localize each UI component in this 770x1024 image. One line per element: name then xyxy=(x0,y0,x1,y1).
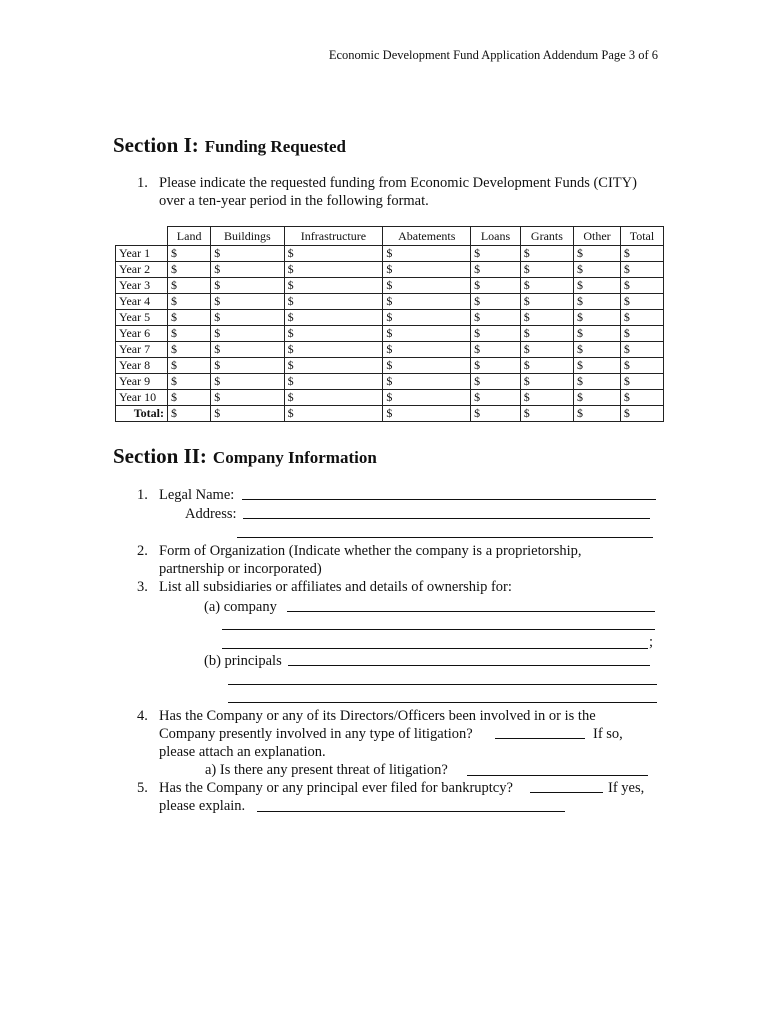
row-label: Year 5 xyxy=(116,310,168,326)
table-row-year-8 xyxy=(116,358,664,374)
amount-cell-other[interactable]: $ xyxy=(574,246,621,262)
litigation-answer-field[interactable] xyxy=(495,738,585,739)
amount-cell-other[interactable]: $ xyxy=(574,326,621,342)
amount-cell-buildings[interactable]: $ xyxy=(211,278,284,294)
column-header-land: Land xyxy=(168,227,211,246)
column-header-other: Other xyxy=(574,227,621,246)
organization-form-label-2: partnership or incorporated) xyxy=(159,561,322,577)
litigation-question-line-3: please attach an explanation. xyxy=(159,744,326,760)
amount-cell-loans[interactable]: $ xyxy=(471,278,521,294)
address-field-line-2[interactable] xyxy=(237,537,653,538)
amount-cell-loans[interactable]: $ xyxy=(471,358,521,374)
bankruptcy-answer-field[interactable] xyxy=(530,792,603,793)
table-row-year-9 xyxy=(116,374,664,390)
table-row-year-5 xyxy=(116,310,664,326)
bankruptcy-if-yes: If yes, xyxy=(608,780,645,796)
table-row-year-7 xyxy=(116,342,664,358)
amount-cell-buildings[interactable]: $ xyxy=(211,310,284,326)
section-1-prefix: Section I: xyxy=(113,133,199,157)
amount-cell-total[interactable]: $ xyxy=(620,278,663,294)
row-label: Total: xyxy=(116,406,168,422)
amount-cell-total[interactable]: $ xyxy=(620,374,663,390)
company-field-line-2[interactable] xyxy=(222,629,655,630)
amount-cell-abatements[interactable]: $ xyxy=(383,278,471,294)
amount-cell-abatements[interactable]: $ xyxy=(383,310,471,326)
amount-cell-total[interactable]: $ xyxy=(620,326,663,342)
row-label: Year 3 xyxy=(116,278,168,294)
amount-cell-buildings[interactable]: $ xyxy=(211,294,284,310)
amount-cell-total[interactable]: $ xyxy=(620,342,663,358)
amount-cell-land[interactable]: $ xyxy=(168,262,211,278)
threat-litigation-field[interactable] xyxy=(467,775,648,776)
amount-cell-total[interactable]: $ xyxy=(620,310,663,326)
table-row-year-6 xyxy=(116,326,664,342)
amount-cell-abatements[interactable]: $ xyxy=(383,374,471,390)
item-3-number: 3. xyxy=(137,579,148,595)
amount-cell-buildings[interactable]: $ xyxy=(211,374,284,390)
company-field-line-1[interactable] xyxy=(287,611,655,612)
corner-cell xyxy=(116,227,168,246)
amount-cell-grants[interactable]: $ xyxy=(520,294,573,310)
question-1-line-1: Please indicate the requested funding from Economic Development Funds (CITY) xyxy=(159,175,637,191)
amount-cell-buildings[interactable]: $ xyxy=(211,358,284,374)
table-row-year-2 xyxy=(116,262,664,278)
section-2-heading: Company Information xyxy=(212,448,377,467)
amount-cell-other[interactable]: $ xyxy=(574,278,621,294)
amount-cell-infrastructure[interactable]: $ xyxy=(284,390,383,406)
amount-cell-loans[interactable]: $ xyxy=(471,246,521,262)
row-label: Year 8 xyxy=(116,358,168,374)
item-2-number: 2. xyxy=(137,543,148,559)
litigation-question-line-2: Company presently involved in any type of litigation? xyxy=(159,726,473,742)
litigation-question-line-1: Has the Company or any of its Directors/Officers been involved in or is the xyxy=(159,708,596,724)
amount-cell-total[interactable]: $ xyxy=(620,262,663,278)
table-row-total xyxy=(116,406,664,422)
amount-cell-grants[interactable]: $ xyxy=(520,406,573,422)
principals-field-line-1[interactable] xyxy=(288,665,650,666)
amount-cell-total[interactable]: $ xyxy=(620,390,663,406)
row-label: Year 4 xyxy=(116,294,168,310)
section-1-heading: Funding Requested xyxy=(204,137,346,156)
amount-cell-loans[interactable]: $ xyxy=(471,406,521,422)
amount-cell-loans[interactable]: $ xyxy=(471,390,521,406)
amount-cell-land[interactable]: $ xyxy=(168,374,211,390)
amount-cell-other[interactable]: $ xyxy=(574,390,621,406)
amount-cell-infrastructure[interactable]: $ xyxy=(284,310,383,326)
amount-cell-other[interactable]: $ xyxy=(574,374,621,390)
page-header: Economic Development Fund Application Addendum Page 3 of 6 xyxy=(328,48,658,62)
column-header-infrastructure: Infrastructure xyxy=(284,227,383,246)
table-row-year-1 xyxy=(116,246,664,262)
question-1-line-2: over a ten-year period in the following format. xyxy=(159,193,429,209)
company-label: (a) company xyxy=(204,599,277,615)
item-1-number: 1. xyxy=(137,487,148,503)
table-row-year-3 xyxy=(116,278,664,294)
amount-cell-grants[interactable]: $ xyxy=(520,310,573,326)
amount-cell-infrastructure[interactable]: $ xyxy=(284,406,383,422)
column-header-abatements: Abatements xyxy=(383,227,471,246)
amount-cell-abatements[interactable]: $ xyxy=(383,246,471,262)
amount-cell-loans[interactable]: $ xyxy=(471,326,521,342)
row-label: Year 1 xyxy=(116,246,168,262)
amount-cell-abatements[interactable]: $ xyxy=(383,342,471,358)
amount-cell-abatements[interactable]: $ xyxy=(383,294,471,310)
question-1-number: 1. xyxy=(137,175,148,191)
amount-cell-land[interactable]: $ xyxy=(168,326,211,342)
amount-cell-abatements[interactable]: $ xyxy=(383,390,471,406)
item-5-number: 5. xyxy=(137,780,148,796)
row-label: Year 9 xyxy=(116,374,168,390)
amount-cell-other[interactable]: $ xyxy=(574,406,621,422)
bankruptcy-explain-field[interactable] xyxy=(257,811,565,812)
amount-cell-buildings[interactable]: $ xyxy=(211,262,284,278)
column-header-total: Total xyxy=(620,227,663,246)
amount-cell-land[interactable]: $ xyxy=(168,390,211,406)
section-2-prefix: Section II: xyxy=(113,444,207,468)
amount-cell-loans[interactable]: $ xyxy=(471,374,521,390)
section-1-title xyxy=(113,132,346,159)
amount-cell-other[interactable]: $ xyxy=(574,294,621,310)
amount-cell-grants[interactable]: $ xyxy=(520,390,573,406)
amount-cell-total[interactable]: $ xyxy=(620,406,663,422)
amount-cell-abatements[interactable]: $ xyxy=(383,358,471,374)
semicolon: ; xyxy=(649,634,654,650)
column-header-grants: Grants xyxy=(520,227,573,246)
amount-cell-infrastructure[interactable]: $ xyxy=(284,326,383,342)
amount-cell-infrastructure[interactable]: $ xyxy=(284,294,383,310)
amount-cell-infrastructure[interactable]: $ xyxy=(284,358,383,374)
amount-cell-land[interactable]: $ xyxy=(168,406,211,422)
funding-table xyxy=(115,226,664,422)
amount-cell-infrastructure[interactable]: $ xyxy=(284,374,383,390)
amount-cell-grants[interactable]: $ xyxy=(520,358,573,374)
amount-cell-infrastructure[interactable]: $ xyxy=(284,262,383,278)
row-label: Year 6 xyxy=(116,326,168,342)
principals-field-line-3[interactable] xyxy=(228,702,657,703)
amount-cell-buildings[interactable]: $ xyxy=(211,390,284,406)
legal-name-field[interactable] xyxy=(242,499,656,500)
row-label: Year 7 xyxy=(116,342,168,358)
amount-cell-land[interactable]: $ xyxy=(168,294,211,310)
amount-cell-total[interactable]: $ xyxy=(620,294,663,310)
amount-cell-other[interactable]: $ xyxy=(574,342,621,358)
amount-cell-infrastructure[interactable]: $ xyxy=(284,246,383,262)
amount-cell-other[interactable]: $ xyxy=(574,358,621,374)
principals-field-line-2[interactable] xyxy=(228,684,657,685)
amount-cell-land[interactable]: $ xyxy=(168,278,211,294)
amount-cell-land[interactable]: $ xyxy=(168,246,211,262)
amount-cell-total[interactable]: $ xyxy=(620,358,663,374)
amount-cell-grants[interactable]: $ xyxy=(520,326,573,342)
amount-cell-grants[interactable]: $ xyxy=(520,262,573,278)
amount-cell-grants[interactable]: $ xyxy=(520,278,573,294)
amount-cell-infrastructure[interactable]: $ xyxy=(284,278,383,294)
amount-cell-grants[interactable]: $ xyxy=(520,342,573,358)
amount-cell-loans[interactable]: $ xyxy=(471,310,521,326)
amount-cell-abatements[interactable]: $ xyxy=(383,326,471,342)
amount-cell-abatements[interactable]: $ xyxy=(383,406,471,422)
legal-name-label: Legal Name: xyxy=(159,487,235,503)
row-label: Year 10 xyxy=(116,390,168,406)
address-label: Address: xyxy=(185,506,237,522)
table-row-year-10 xyxy=(116,390,664,406)
amount-cell-grants[interactable]: $ xyxy=(520,374,573,390)
amount-cell-buildings[interactable]: $ xyxy=(211,246,284,262)
bankruptcy-explain-label: please explain. xyxy=(159,798,246,814)
item-4-number: 4. xyxy=(137,708,148,724)
amount-cell-loans[interactable]: $ xyxy=(471,294,521,310)
amount-cell-grants[interactable]: $ xyxy=(520,246,573,262)
threat-litigation-label: a) Is there any present threat of litigation? xyxy=(205,762,448,778)
column-header-loans: Loans xyxy=(471,227,521,246)
amount-cell-buildings[interactable]: $ xyxy=(211,406,284,422)
principals-label: (b) principals xyxy=(204,653,282,669)
amount-cell-buildings[interactable]: $ xyxy=(211,326,284,342)
amount-cell-infrastructure[interactable]: $ xyxy=(284,342,383,358)
column-header-buildings: Buildings xyxy=(211,227,284,246)
table-row-year-4 xyxy=(116,294,664,310)
amount-cell-loans[interactable]: $ xyxy=(471,262,521,278)
amount-cell-land[interactable]: $ xyxy=(168,342,211,358)
amount-cell-other[interactable]: $ xyxy=(574,310,621,326)
subsidiaries-label: List all subsidiaries or affiliates and details of ownership for: xyxy=(159,579,512,595)
amount-cell-total[interactable]: $ xyxy=(620,246,663,262)
company-field-line-3[interactable] xyxy=(222,648,648,649)
organization-form-label: Form of Organization (Indicate whether the company is a proprietorship, xyxy=(159,543,582,559)
section-2-title xyxy=(113,443,377,470)
amount-cell-land[interactable]: $ xyxy=(168,358,211,374)
amount-cell-abatements[interactable]: $ xyxy=(383,262,471,278)
amount-cell-buildings[interactable]: $ xyxy=(211,342,284,358)
litigation-if-so: If so, xyxy=(593,726,623,742)
amount-cell-loans[interactable]: $ xyxy=(471,342,521,358)
row-label: Year 2 xyxy=(116,262,168,278)
amount-cell-land[interactable]: $ xyxy=(168,310,211,326)
bankruptcy-question: Has the Company or any principal ever filed for bankruptcy? xyxy=(159,780,513,796)
address-field-line-1[interactable] xyxy=(243,518,650,519)
amount-cell-other[interactable]: $ xyxy=(574,262,621,278)
funding-table-header-row xyxy=(116,227,664,246)
